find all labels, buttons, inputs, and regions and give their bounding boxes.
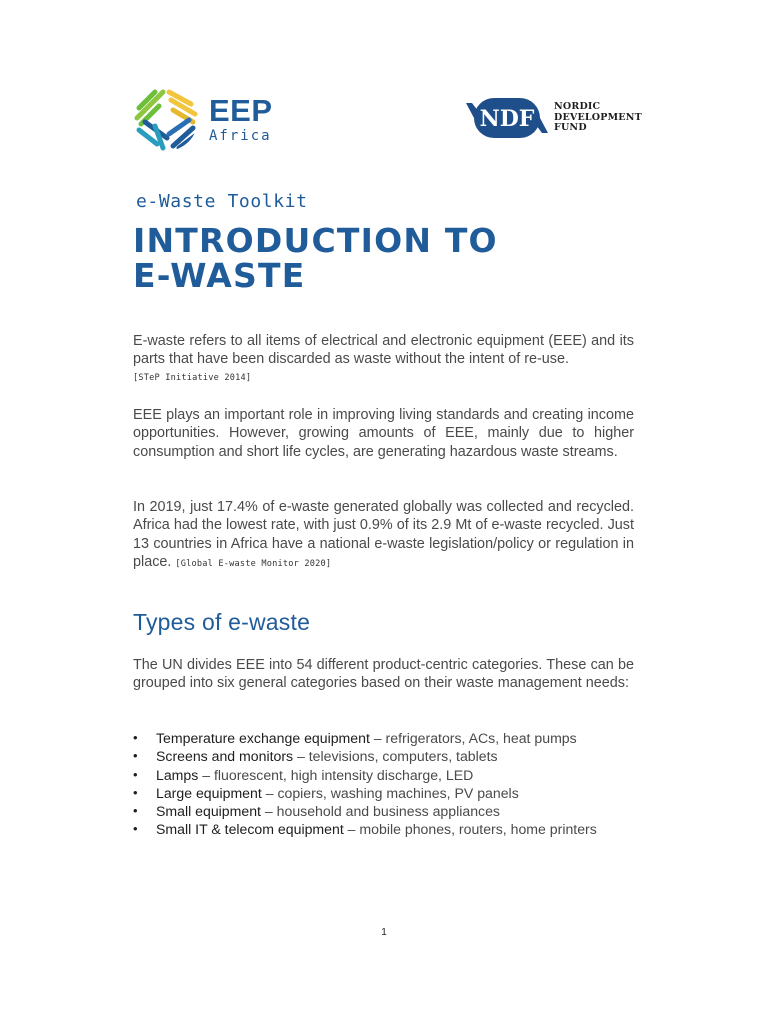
ndf-logo: [466, 97, 642, 139]
list-item: [133, 784, 653, 802]
eep-subtitle: Africa: [209, 127, 272, 144]
intro-paragraph-1: [133, 332, 634, 387]
ndf-line-1: NORDIC: [554, 101, 601, 113]
category-term: Small equipment: [156, 803, 261, 820]
category-term: Lamps: [156, 766, 199, 783]
page-number: 1: [381, 927, 387, 938]
types-section-heading: Types of e-waste: [133, 609, 311, 635]
title-line-2: E-WASTE: [133, 256, 306, 295]
category-desc: – refrigerators, ACs, heat pumps: [369, 730, 577, 746]
bullet-icon: •: [133, 821, 138, 837]
category-desc: – fluorescent, high intensity discharge, LED: [198, 766, 474, 783]
category-term: Temperature exchange equipment: [156, 730, 370, 746]
ndf-abbr: NDF: [479, 106, 535, 132]
bullet-icon: •: [133, 784, 138, 800]
paragraph-1-text: E-waste refers to all items of electrical and electronic equipment (EEE) and its parts that have been discarded as waste without the intent of re-use.: [133, 333, 634, 368]
category-desc: – mobile phones, routers, home printers: [343, 821, 597, 838]
paragraph-3-text: In 2019, just 17.4% of e-waste generated globally was collected and recycled. Africa had the lowest rate, with just 0.9% of its 2.9 Mt of e-waste recycled. Just 13 countries in Africa have a national e-waste legislation/policy or regulation in place.: [133, 499, 634, 571]
list-item: [133, 820, 653, 838]
toolkit-kicker: e-Waste Toolkit: [136, 191, 308, 212]
category-desc: – household and business appliances: [260, 803, 500, 820]
bullet-icon: •: [133, 803, 138, 819]
category-term: Small IT & telecom equipment: [156, 821, 344, 838]
ndf-line-3: FUND: [554, 122, 587, 134]
list-item: [133, 729, 653, 747]
intro-paragraph-3: [133, 498, 634, 574]
types-intro-paragraph: The UN divides EEE into 54 different product-centric categories. These can be grouped into six general categories based on their waste management needs:: [133, 657, 634, 692]
list-item: [133, 766, 653, 784]
ewaste-categories-list: [133, 729, 653, 839]
title-line-1: INTRODUCTION TO: [133, 221, 498, 260]
ndf-logo-icon: [466, 97, 548, 139]
category-term: Screens and monitors: [156, 748, 294, 765]
category-desc: – copiers, washing machines, PV panels: [261, 784, 519, 801]
category-desc: – televisions, computers, tablets: [293, 748, 498, 765]
citation-step: [STeP Initiative 2014]: [133, 372, 252, 383]
citation-gem: [Global E-waste Monitor 2020]: [175, 559, 332, 570]
list-item: [133, 802, 653, 820]
list-item: [133, 747, 653, 765]
ndf-line-2: DEVELOPMENT: [554, 111, 642, 123]
bullet-icon: •: [133, 766, 138, 782]
category-term: Large equipment: [156, 784, 262, 801]
eep-africa-logo: [133, 86, 273, 152]
eep-sun-logo-icon: [133, 86, 199, 152]
page-title: [133, 223, 498, 293]
bullet-icon: •: [133, 730, 138, 745]
intro-paragraph-2: EEE plays an important role in improving living standards and creating income opportunities. However, growing amounts of EEE, mainly due to higher consumption and short life cycles, are generating hazardous waste streams.: [133, 407, 634, 460]
eep-wordmark: EEP: [209, 92, 273, 128]
bullet-icon: •: [133, 748, 138, 764]
